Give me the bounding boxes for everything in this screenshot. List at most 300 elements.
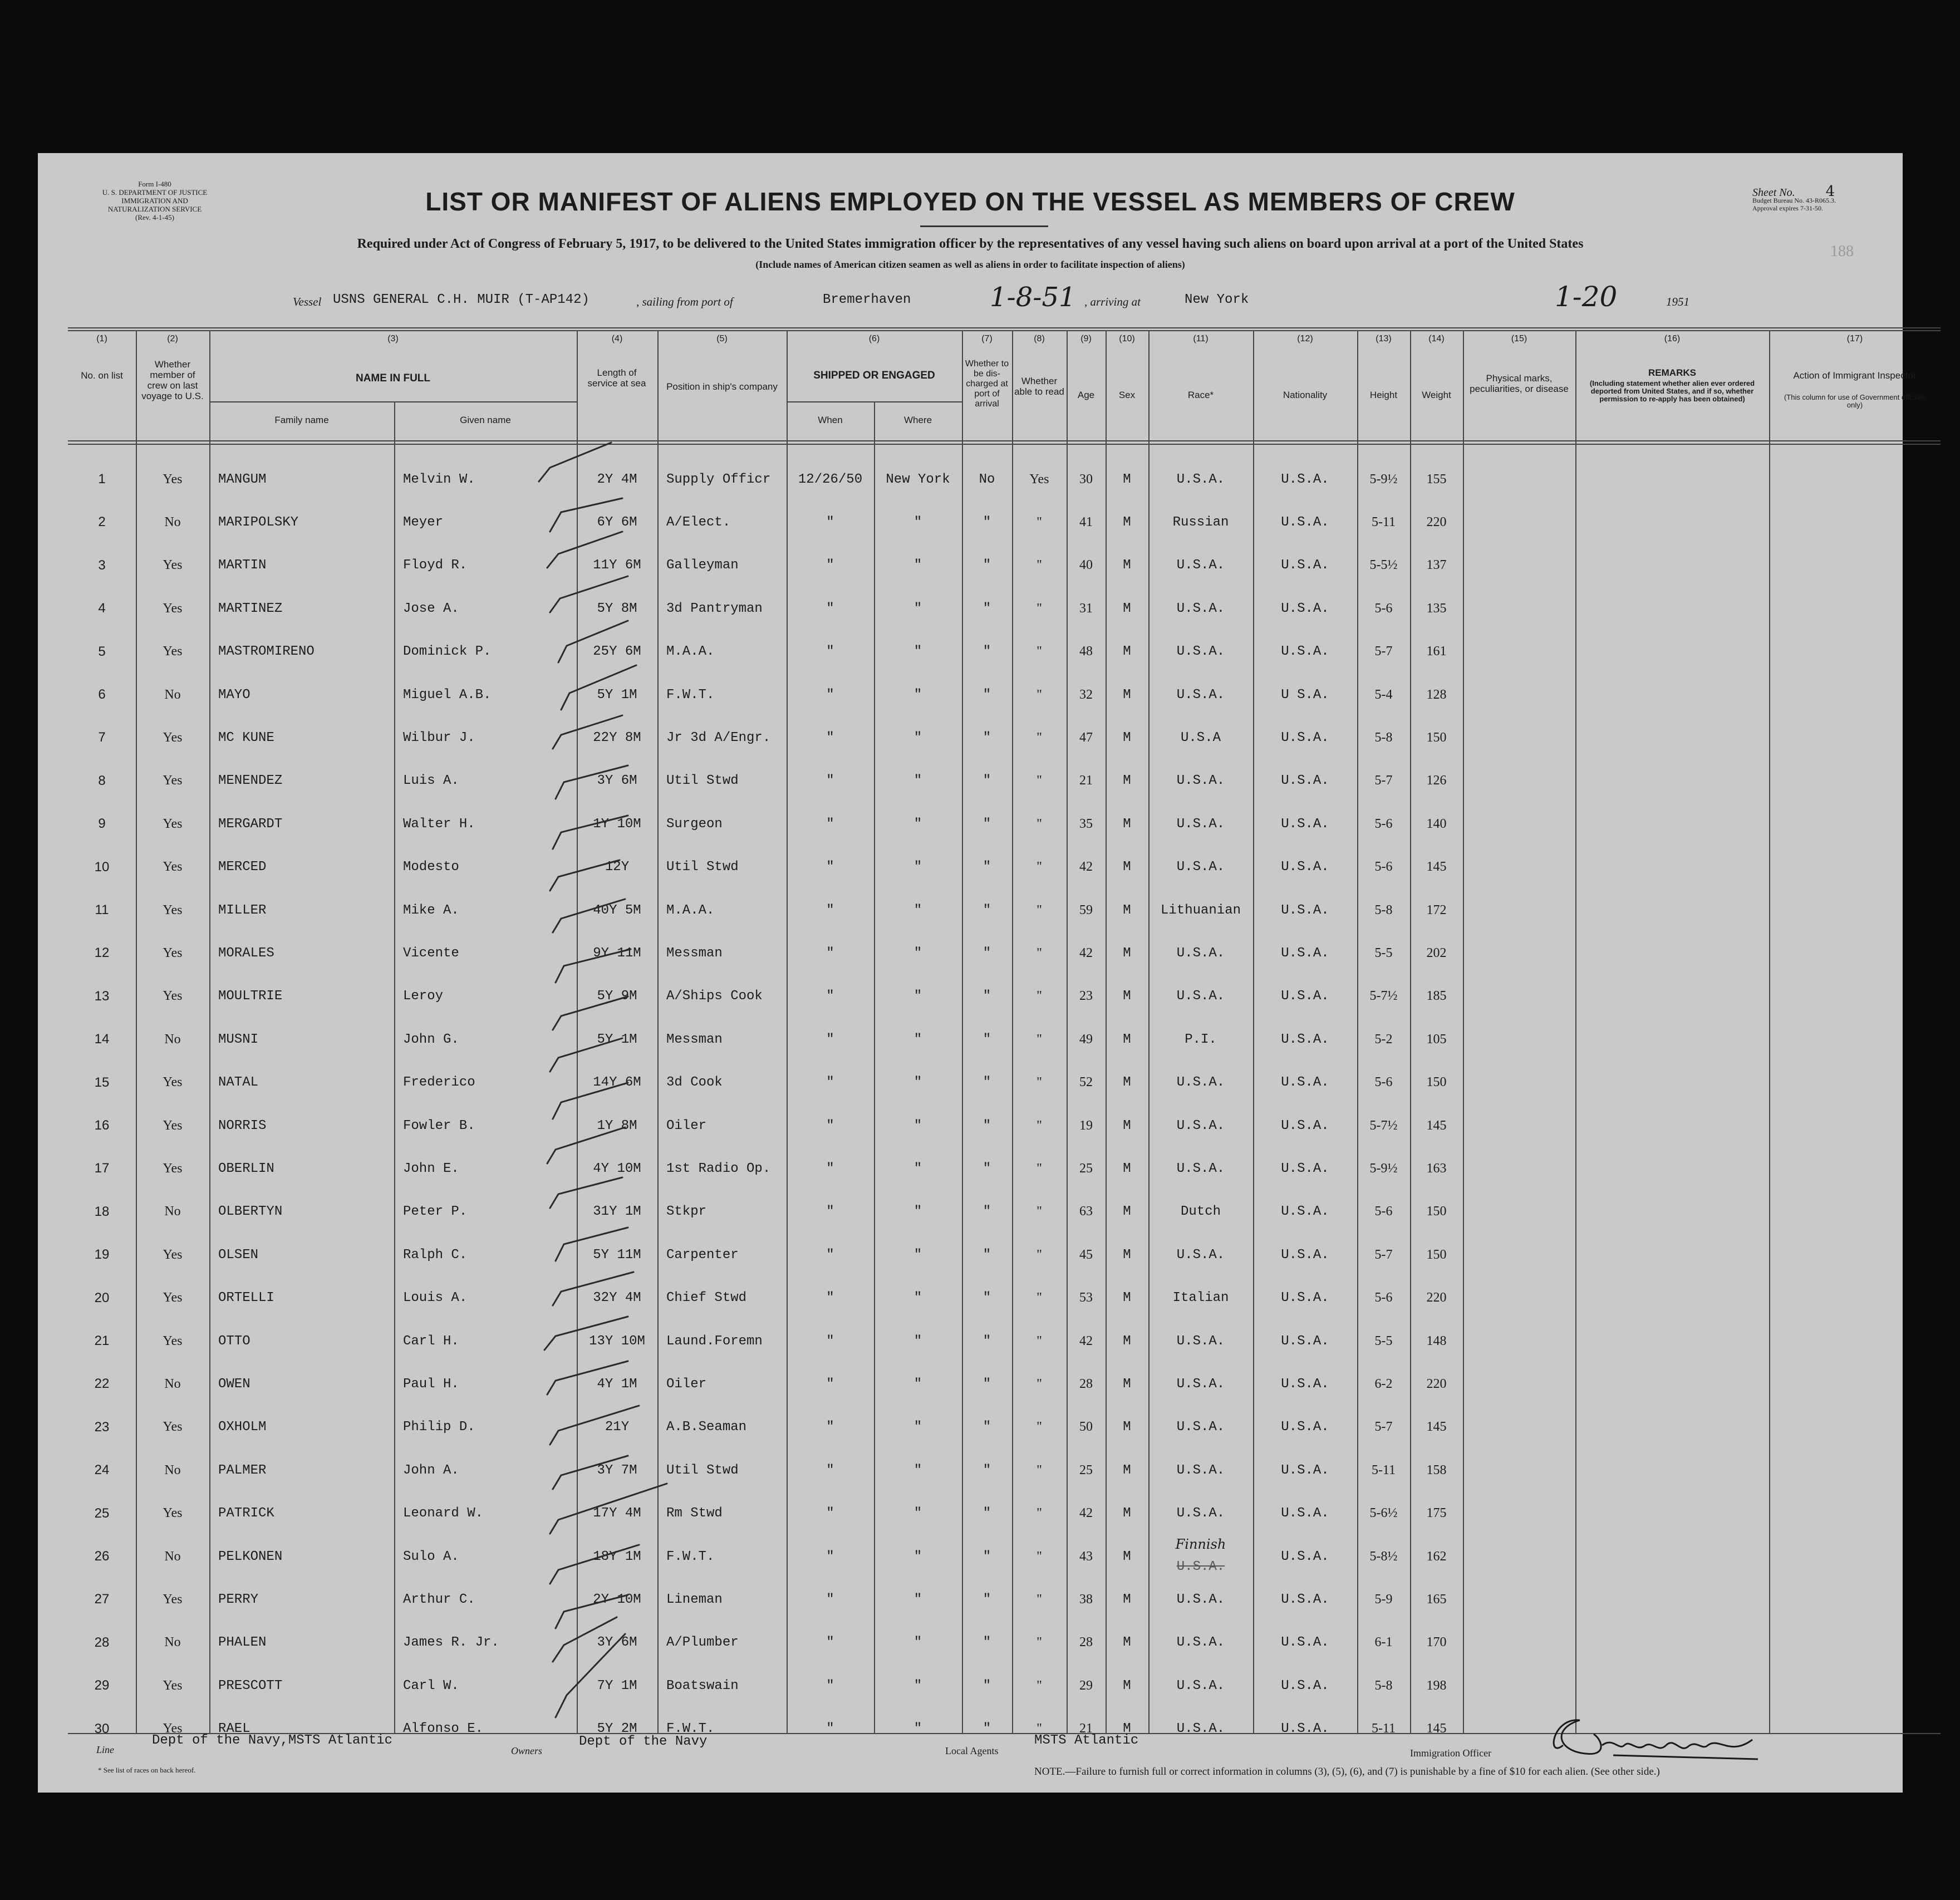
cell-where: "	[913, 1678, 922, 1693]
cell-service: 3Y 6M	[597, 773, 637, 789]
table-row	[68, 1320, 1933, 1362]
cell-where: "	[913, 1118, 922, 1133]
cell-race: U.S.A.	[1176, 558, 1225, 573]
cell-family: MARIPOLSKY	[218, 514, 299, 530]
col-number: (10)	[1119, 334, 1135, 343]
cell-service: 9Y 11M	[593, 945, 641, 961]
footer-owners-label: Owners	[511, 1745, 543, 1756]
cell-no: 13	[94, 988, 110, 1004]
cell-no: 10	[94, 859, 110, 875]
cell-weight: 150	[1426, 730, 1447, 745]
cell-position: Oiler	[666, 1118, 707, 1133]
cell-race: U.S.A.	[1176, 1592, 1225, 1607]
cell-read: "	[1037, 1635, 1042, 1650]
cell-given: Dominick P.	[403, 644, 492, 660]
cell-age: 31	[1079, 601, 1093, 616]
cell-weight: 148	[1426, 1333, 1447, 1348]
cell-sex: M	[1123, 773, 1131, 789]
cell-given: John A.	[403, 1462, 459, 1478]
cell-nationality: U.S.A.	[1281, 1075, 1329, 1091]
cell-service: 1Y 8M	[597, 1118, 637, 1133]
table-row	[68, 889, 1933, 931]
cell-age: 42	[1079, 860, 1093, 875]
cell-given: Walter H.	[403, 816, 475, 832]
cell-race: U.S.A.	[1176, 687, 1225, 703]
cell-position: Boatswain	[666, 1678, 739, 1693]
table-top-rule-2	[68, 330, 1941, 331]
header-race: Race*	[1187, 390, 1214, 400]
cell-discharged: "	[983, 1376, 991, 1392]
cell-when: "	[826, 1549, 834, 1564]
cell-when: "	[826, 1075, 834, 1091]
cell-height: 5-8½	[1369, 1549, 1398, 1564]
cell-family: MAYO	[218, 687, 250, 703]
cell-sex: M	[1123, 1118, 1131, 1133]
table-row	[68, 1104, 1933, 1147]
cell-position: A/Elect.	[666, 514, 731, 530]
cell-race: U.S.A.	[1176, 1376, 1225, 1392]
cell-where: "	[913, 1506, 922, 1521]
table-row	[68, 1665, 1933, 1707]
table-row	[68, 1018, 1933, 1061]
cell-discharged: "	[983, 1420, 991, 1435]
cell-discharged: "	[983, 601, 991, 616]
table-row	[68, 1492, 1933, 1535]
cell-weight: 198	[1426, 1678, 1447, 1693]
cell-member: No	[164, 1549, 181, 1564]
cell-when: "	[826, 1290, 834, 1306]
cell-sex: M	[1123, 1075, 1131, 1091]
cell-member: No	[164, 1635, 181, 1650]
footer-line-label: Line	[96, 1744, 115, 1755]
cell-when: "	[826, 558, 834, 573]
cell-where: "	[913, 1420, 922, 1435]
cell-discharged: "	[983, 514, 991, 530]
cell-given: Leroy	[403, 989, 444, 1004]
header-able-read: Whether able to read	[1014, 376, 1064, 397]
cell-race: U.S.A.	[1176, 1333, 1225, 1349]
title-underline	[920, 225, 1048, 227]
cell-family: MILLER	[218, 902, 267, 918]
vessel-name: USNS GENERAL C.H. MUIR (T-AP142)	[333, 292, 590, 307]
col-number: (4)	[611, 334, 623, 343]
cell-race: P.I.	[1185, 1032, 1217, 1047]
cell-weight: 220	[1426, 1376, 1447, 1391]
cell-read: "	[1037, 601, 1042, 616]
check-marks	[528, 437, 672, 1734]
cell-position: Util Stwd	[666, 860, 739, 875]
cell-race: U.S.A	[1180, 730, 1221, 745]
cell-member: No	[164, 1204, 181, 1219]
cell-no: 9	[98, 816, 106, 832]
cell-family: MERCED	[218, 860, 267, 875]
cell-family: PELKONEN	[218, 1549, 283, 1564]
cell-no: 17	[94, 1161, 110, 1176]
cell-race: U.S.A.	[1176, 1721, 1225, 1737]
cell-member: Yes	[163, 730, 183, 745]
cell-service: 31Y 1M	[593, 1204, 641, 1220]
sheet-number: 4	[1825, 183, 1835, 200]
approval-expiry: Approval expires 7-31-50.	[1752, 204, 1823, 212]
cell-nationality: U.S.A.	[1281, 1376, 1329, 1392]
table-row	[68, 1277, 1933, 1319]
cell-height: 5-6	[1374, 1290, 1393, 1305]
col-number: (9)	[1080, 334, 1092, 343]
cell-age: 63	[1079, 1204, 1093, 1219]
cell-nationality: U.S.A.	[1281, 945, 1329, 961]
cell-nationality: U.S.A.	[1281, 1635, 1329, 1651]
cell-service: 4Y 10M	[593, 1161, 641, 1176]
footer-owners-value: Dept of the Navy	[579, 1734, 708, 1749]
cell-read: "	[1037, 1118, 1042, 1133]
cell-given: Modesto	[403, 860, 459, 875]
cell-given: Floyd R.	[403, 558, 468, 573]
cell-discharged: "	[983, 816, 991, 832]
cell-read: "	[1037, 558, 1042, 573]
cell-member: Yes	[163, 1592, 183, 1607]
cell-where: "	[913, 945, 922, 961]
cell-nationality: U.S.A.	[1281, 1420, 1329, 1435]
cell-age: 28	[1079, 1635, 1093, 1650]
cell-height: 5-9½	[1369, 472, 1398, 487]
cell-service: 18Y 1M	[593, 1549, 641, 1564]
header-shipped-engaged: SHIPPED OR ENGAGED	[813, 370, 935, 381]
table-row	[68, 674, 1933, 716]
cell-discharged: "	[983, 1333, 991, 1349]
cell-given: Louis A.	[403, 1290, 468, 1306]
cell-weight: 150	[1426, 1204, 1447, 1219]
cell-age: 59	[1079, 902, 1093, 917]
cell-sex: M	[1123, 1506, 1131, 1521]
cell-position: Supply Officr	[666, 472, 771, 487]
cell-member: Yes	[163, 816, 183, 831]
cell-service: 6Y 6M	[597, 514, 637, 530]
cell-given: John E.	[403, 1161, 459, 1176]
cell-read: "	[1037, 1333, 1042, 1348]
cell-family: MERGARDT	[218, 816, 283, 832]
cell-age: 29	[1079, 1678, 1093, 1693]
cell-when: "	[826, 1032, 834, 1047]
cell-given: Leonard W.	[403, 1506, 484, 1521]
cell-given: Melvin W.	[403, 472, 475, 487]
cell-position: A/Ships Cook	[666, 989, 763, 1004]
col-number: (11)	[1193, 334, 1209, 343]
cell-read: "	[1037, 989, 1042, 1004]
cell-read: "	[1037, 687, 1042, 702]
department-name: U. S. DEPARTMENT OF JUSTICE	[102, 188, 208, 197]
cell-member: Yes	[163, 472, 183, 487]
cell-member: No	[164, 1376, 181, 1391]
cell-family: MANGUM	[218, 472, 267, 487]
cell-member: No	[164, 1462, 181, 1477]
cell-no: 16	[94, 1118, 110, 1133]
cell-read: "	[1037, 773, 1042, 788]
cell-where: "	[913, 730, 922, 745]
header-bottom-rule	[68, 440, 1941, 441]
signature-scrawl	[1541, 1706, 1775, 1768]
cell-when: "	[826, 687, 834, 703]
col-number: (7)	[981, 334, 993, 343]
cell-where: "	[913, 1635, 922, 1651]
header-given-name: Given name	[460, 415, 511, 425]
cell-nationality: U.S.A.	[1281, 1549, 1329, 1564]
cell-where: "	[913, 1549, 922, 1564]
cell-weight: 162	[1426, 1549, 1447, 1564]
cell-position: Chief Stwd	[666, 1290, 747, 1306]
cell-given: Miguel A.B.	[403, 687, 492, 703]
cell-when: "	[826, 1118, 834, 1133]
arrival-date: 1-20	[1555, 281, 1618, 313]
cell-sex: M	[1123, 1247, 1131, 1263]
cell-sex: M	[1123, 816, 1131, 832]
table-row	[68, 846, 1933, 888]
cell-age: 52	[1079, 1075, 1093, 1090]
cell-discharged: "	[983, 1635, 991, 1651]
cell-service: 22Y 8M	[593, 730, 641, 745]
cell-read: "	[1037, 1161, 1042, 1176]
cell-read: "	[1037, 1032, 1042, 1047]
cell-when: 12/26/50	[798, 472, 863, 487]
cell-discharged: "	[983, 1032, 991, 1047]
cell-family: MARTINEZ	[218, 601, 283, 616]
cell-age: 19	[1079, 1118, 1093, 1133]
cell-height: 5-5	[1374, 1333, 1393, 1348]
cell-nationality: U.S.A.	[1281, 1032, 1329, 1047]
cell-no: 7	[98, 730, 106, 745]
table-top-rule	[68, 327, 1941, 328]
cell-where: New York	[886, 472, 950, 487]
cell-age: 42	[1079, 1506, 1093, 1521]
cell-service: 1Y 10M	[593, 816, 641, 832]
table-row	[68, 1622, 1933, 1664]
cell-age: 25	[1079, 1161, 1093, 1176]
cell-given: Frederico	[403, 1075, 475, 1091]
cell-discharged: "	[983, 1592, 991, 1607]
cell-sex: M	[1123, 514, 1131, 530]
cell-sex: M	[1123, 687, 1131, 703]
cell-family: OLSEN	[218, 1247, 259, 1263]
cell-discharged: "	[983, 1506, 991, 1521]
cell-race-struck: U.S.A.	[1176, 1559, 1225, 1574]
cell-race: U.S.A.	[1176, 1161, 1225, 1176]
col-number: (16)	[1664, 334, 1681, 343]
cell-age: 40	[1079, 558, 1093, 573]
cell-member: Yes	[163, 1075, 183, 1090]
cell-nationality: U.S.A.	[1281, 1506, 1329, 1521]
cell-given: Ralph C.	[403, 1247, 468, 1263]
header-bottom-rule-2	[68, 444, 1941, 445]
cell-no: 12	[94, 945, 110, 961]
cell-sex: M	[1123, 1635, 1131, 1651]
footer-agents-label: Local Agents	[945, 1745, 999, 1756]
header-when: When	[818, 415, 843, 425]
cell-family: MC KUNE	[218, 730, 274, 745]
cell-weight: 202	[1426, 945, 1447, 960]
cell-sex: M	[1123, 1462, 1131, 1478]
cell-service: 5Y 1M	[597, 687, 637, 703]
cell-where: "	[913, 1204, 922, 1220]
cell-sex: M	[1123, 860, 1131, 875]
stamp-number: 188	[1830, 243, 1854, 260]
header-length-service: Length of service at sea	[587, 367, 646, 389]
cell-position: Surgeon	[666, 816, 723, 832]
cell-when: "	[826, 1462, 834, 1478]
cell-nationality: U.S.A.	[1281, 1290, 1329, 1306]
cell-discharged: "	[983, 1462, 991, 1478]
form-revision: (Rev. 4-1-45)	[135, 213, 174, 222]
cell-height: 5-7½	[1369, 1118, 1398, 1133]
cell-height: 5-5	[1374, 945, 1393, 960]
cell-sex: M	[1123, 730, 1131, 745]
cell-position: A/Plumber	[666, 1635, 739, 1651]
cell-nationality: U.S.A.	[1281, 1678, 1329, 1693]
cell-no: 5	[98, 644, 106, 659]
cell-height: 5-7	[1374, 644, 1393, 659]
cell-sex: M	[1123, 1204, 1131, 1220]
cell-position: Carpenter	[666, 1247, 739, 1263]
cell-age: 23	[1079, 989, 1093, 1004]
cell-where: "	[913, 558, 922, 573]
cell-nationality: U.S.A.	[1281, 1721, 1329, 1737]
col-number: (5)	[716, 334, 728, 343]
table-row	[68, 458, 1933, 500]
cell-read: "	[1037, 514, 1042, 529]
cell-nationality: U.S.A.	[1281, 558, 1329, 573]
cell-position: Laund.Foremn	[666, 1333, 763, 1349]
cell-position: Lineman	[666, 1592, 723, 1607]
header-height: Height	[1369, 390, 1398, 400]
cell-weight: 140	[1426, 816, 1447, 831]
cell-family: PHALEN	[218, 1635, 267, 1651]
cell-discharged: "	[983, 1161, 991, 1176]
cell-sex: M	[1123, 1592, 1131, 1607]
cell-weight: 150	[1426, 1247, 1447, 1262]
header-no-on-list: No. on list	[81, 370, 123, 381]
cell-no: 26	[94, 1549, 110, 1564]
cell-family: RAEL	[218, 1721, 250, 1737]
cell-race: U.S.A.	[1176, 472, 1225, 487]
cell-position: F.W.T.	[666, 1721, 715, 1737]
cell-read: "	[1037, 1721, 1042, 1736]
header-family-name: Family name	[274, 415, 329, 425]
cell-weight: 135	[1426, 601, 1447, 616]
cell-when: "	[826, 601, 834, 616]
cell-race: U.S.A.	[1176, 860, 1225, 875]
cell-given: Alfonso E.	[403, 1721, 484, 1737]
cell-position: M.A.A.	[666, 644, 715, 660]
header-action-note: (This column for use of Government officials only)	[1784, 393, 1926, 409]
officer-signature	[1541, 1706, 1775, 1770]
cell-read: "	[1037, 1592, 1042, 1607]
cell-height: 5-6	[1374, 860, 1393, 875]
cell-family: MORALES	[218, 945, 274, 961]
cell-height: 5-11	[1371, 1462, 1396, 1477]
cell-race: U.S.A.	[1176, 644, 1225, 660]
cell-where: "	[913, 773, 922, 789]
cell-where: "	[913, 1290, 922, 1306]
cell-when: "	[826, 514, 834, 530]
cell-weight: 145	[1426, 1420, 1447, 1435]
cell-nationality: U.S.A.	[1281, 472, 1329, 487]
arrival-port: New York	[1185, 292, 1249, 307]
cell-age: 21	[1079, 773, 1093, 788]
cell-member: Yes	[163, 1333, 183, 1348]
cell-nationality: U.S.A.	[1281, 1247, 1329, 1263]
cell-family: OWEN	[218, 1376, 250, 1392]
cell-sex: M	[1123, 1678, 1131, 1693]
cell-member: Yes	[163, 1420, 183, 1435]
cell-read: "	[1037, 644, 1042, 659]
cell-age: 21	[1079, 1721, 1093, 1736]
cell-sex: M	[1123, 644, 1131, 660]
table-row	[68, 932, 1933, 974]
col-number: (8)	[1034, 334, 1045, 343]
cell-height: 5-11	[1371, 514, 1396, 529]
cell-service: 11Y 6M	[593, 558, 641, 573]
cell-family: OLBERTYN	[218, 1204, 283, 1220]
cell-no: 18	[94, 1204, 110, 1219]
cell-position: Jr 3d A/Engr.	[666, 730, 771, 745]
cell-sex: M	[1123, 1420, 1131, 1435]
cell-family: MARTIN	[218, 558, 267, 573]
cell-discharged: "	[983, 1290, 991, 1306]
cell-when: "	[826, 1721, 834, 1737]
cell-position: 3d Cook	[666, 1075, 723, 1091]
cell-member: Yes	[163, 1161, 183, 1176]
cell-member: Yes	[163, 644, 183, 659]
cell-given: Carl W.	[403, 1678, 459, 1693]
cell-race: Lithuanian	[1160, 902, 1241, 918]
cell-nationality: U.S.A.	[1281, 1333, 1329, 1349]
cell-member: No	[164, 687, 181, 702]
cell-no: 22	[94, 1376, 110, 1392]
cell-nationality: U.S.A.	[1281, 1161, 1329, 1176]
cell-when: "	[826, 1592, 834, 1607]
cell-family: PALMER	[218, 1462, 267, 1478]
cell-service: 21Y	[605, 1420, 630, 1435]
cell-when: "	[826, 816, 834, 832]
cell-service: 5Y 11M	[593, 1247, 641, 1263]
cell-read: "	[1037, 860, 1042, 875]
cell-sex: M	[1123, 1032, 1131, 1047]
footer-officer-label: Immigration Officer	[1410, 1747, 1492, 1759]
cell-sex: M	[1123, 601, 1131, 616]
cell-service: 5Y 1M	[597, 1032, 637, 1047]
cell-when: "	[826, 1506, 834, 1521]
cell-where: "	[913, 989, 922, 1004]
cell-member: Yes	[163, 558, 183, 573]
cell-given: Paul H.	[403, 1376, 459, 1392]
col-number: (3)	[387, 334, 399, 343]
cell-weight: 163	[1426, 1161, 1447, 1176]
cell-where: "	[913, 1075, 922, 1091]
cell-service: 17Y 4M	[593, 1506, 641, 1521]
arrival-year: 1951	[1666, 295, 1689, 308]
col-number: (15)	[1511, 334, 1527, 343]
cell-no: 19	[94, 1247, 110, 1263]
cell-race: U.S.A.	[1176, 601, 1225, 616]
cell-family: MASTROMIRENO	[218, 644, 315, 660]
cell-position: Galleyman	[666, 558, 739, 573]
cell-sex: M	[1123, 1549, 1131, 1564]
cell-no: 27	[94, 1592, 110, 1607]
cell-no: 4	[98, 601, 106, 616]
table-row	[68, 1535, 1933, 1578]
cell-race: U.S.A.	[1176, 773, 1225, 789]
cell-read: "	[1037, 902, 1042, 917]
cell-sex: M	[1123, 1290, 1131, 1306]
cell-weight: 128	[1426, 687, 1447, 702]
